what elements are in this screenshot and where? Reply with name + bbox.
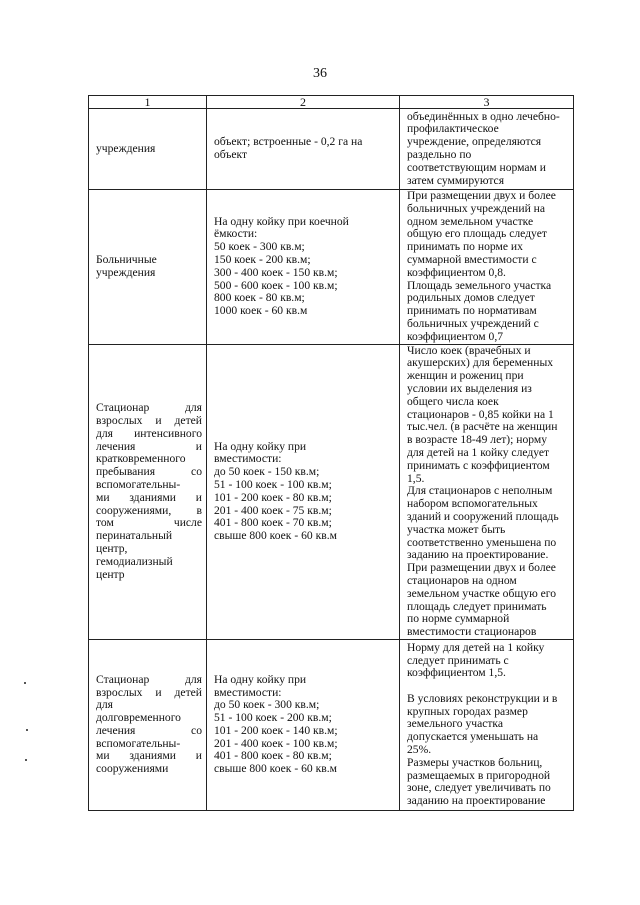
cell-line: центр,: [96, 541, 128, 555]
cell-line: долговременного: [96, 711, 181, 725]
cell-line: общего числа коек: [407, 394, 499, 408]
cell-line: вместимости стационаров: [407, 625, 537, 639]
cell-line: учреждения: [96, 141, 156, 155]
cell-line: для интенсивного: [96, 426, 202, 440]
col1-cell: [89, 190, 207, 345]
header-cell: 2: [207, 96, 400, 109]
col1-cell: [89, 344, 207, 639]
scan-mark: [26, 729, 28, 731]
cell-line: заданию на проектирование: [407, 794, 546, 808]
cell-line: Площадь земельного участка: [407, 278, 552, 292]
cell-line: Размеры участков больниц,: [407, 755, 543, 769]
cell-line: Больничные: [96, 252, 157, 266]
cell-line: сооружениями, в: [96, 503, 202, 517]
cell-line: Стационар для: [96, 401, 202, 415]
cell-line: 150 коек - 200 кв.м;: [214, 252, 311, 266]
cell-line: 201 - 400 коек - 100 кв.м;: [214, 736, 338, 750]
col3-cell: [400, 109, 574, 190]
cell-line: земельном участке общую его: [407, 586, 557, 600]
cell-line: В условиях реконструкции и в: [407, 691, 558, 705]
cell-line: соответствующим нормам и: [407, 160, 546, 174]
cell-line: взрослых и детей: [96, 413, 202, 427]
cell-line: до 50 коек - 300 кв.м;: [214, 698, 320, 712]
cell-line: вместимости:: [214, 685, 282, 699]
cell-line: 51 - 100 коек - 100 кв.м;: [214, 477, 332, 491]
cell-line: участка может быть: [407, 522, 506, 536]
cell-line: объект; встроенные - 0,2 га на: [214, 135, 363, 149]
page-number: 36: [313, 66, 327, 81]
cell-line: допускается уменьшать на: [407, 730, 539, 744]
cell-line: 101 - 200 коек - 80 кв.м;: [214, 490, 332, 504]
header-cell: 3: [400, 96, 574, 109]
col2-cell: [207, 109, 400, 190]
table-row: [89, 639, 574, 810]
cell-line: 51 - 100 коек - 200 кв.м;: [214, 711, 332, 725]
cell-line: 500 - 600 коек - 100 кв.м;: [214, 278, 338, 292]
cell-line: 300 - 400 коек - 150 кв.м;: [214, 265, 338, 279]
cell-line: размещаемых в пригородной: [407, 768, 551, 782]
cell-line: ми зданиями и: [96, 490, 202, 504]
cell-line: стационаров - 0,85 койки на 1: [407, 407, 554, 421]
cell-line: [407, 680, 569, 693]
cell-line: При размещении двух и более: [407, 561, 556, 575]
cell-line: затем суммируются: [407, 173, 505, 187]
cell-line: набором вспомогательных: [407, 497, 538, 511]
cell-line: вместимости:: [214, 452, 282, 466]
cell-line: коэффициентом 0,7: [407, 329, 504, 343]
cell-line: принимать по норме их: [407, 240, 523, 254]
cell-line: больничных учреждений на: [407, 201, 546, 215]
cell-line: следует принимать с: [407, 653, 509, 667]
col1-cell: [89, 109, 207, 190]
col3-cell: [400, 190, 574, 345]
cell-line: лечения и: [96, 439, 202, 453]
col2-cell: [207, 344, 400, 639]
cell-line: до 50 коек - 150 кв.м;: [214, 465, 320, 479]
col2-cell: [207, 190, 400, 345]
table-row: [89, 344, 574, 639]
cell-line: коэффициентом 1,5.: [407, 666, 506, 680]
cell-line: 201 - 400 коек - 75 кв.м;: [214, 503, 332, 517]
cell-line: заданию на проектирование.: [407, 548, 549, 562]
cell-line: принимать по нормативам: [407, 304, 537, 318]
col1-cell: [89, 639, 207, 810]
cell-line: суммарной вместимости с: [407, 252, 537, 266]
cell-line: свыше 800 коек - 60 кв.м: [214, 762, 337, 776]
col3-cell: [400, 639, 574, 810]
cell-line: Для стационаров с неполным: [407, 484, 553, 498]
cell-line: учреждение, определяются: [407, 135, 542, 149]
cell-line: свыше 800 коек - 60 кв.м: [214, 529, 337, 543]
cell-line: На одну койку при коечной: [214, 214, 349, 228]
cell-line: учреждения: [96, 265, 156, 279]
cell-line: взрослых и детей: [96, 685, 202, 699]
table-row: [89, 109, 574, 190]
cell-line: объект: [214, 148, 248, 161]
cell-line: 401 - 800 коек - 70 кв.м;: [214, 516, 332, 530]
cell-line: Число коек (врачебных и: [407, 343, 531, 357]
cell-line: Стационар для: [96, 672, 202, 686]
cell-line: земельного участка: [407, 717, 504, 731]
cell-line: При размещении двух и более: [407, 189, 556, 202]
cell-line: 50 коек - 300 кв.м;: [214, 240, 305, 254]
cell-line: крупных городах размер: [407, 704, 528, 718]
cell-line: площадь следует принимать: [407, 599, 547, 613]
table-row: [89, 190, 574, 345]
cell-line: общую его площадь следует: [407, 227, 547, 241]
cell-line: 1000 коек - 60 кв.м: [214, 304, 308, 318]
cell-line: 25%.: [407, 743, 432, 757]
header-cell: 1: [89, 96, 207, 109]
cell-line: 401 - 800 коек - 80 кв.м;: [214, 749, 332, 763]
cell-line: гемодиализный: [96, 554, 173, 568]
cell-line: На одну койку при: [214, 439, 307, 453]
cell-line: для: [96, 698, 114, 712]
cell-line: центр: [96, 567, 125, 581]
cell-line: женщин и рожениц при: [407, 369, 524, 383]
cell-line: по норме суммарной: [407, 612, 510, 626]
col2-cell: [207, 639, 400, 810]
cell-line: зданий и сооружений площадь: [407, 509, 559, 523]
cell-line: ёмкости:: [214, 227, 258, 241]
cell-line: в возрасте 18-49 лет); норму: [407, 433, 548, 447]
scan-mark: [25, 759, 27, 761]
cell-line: условии их выделения из: [407, 381, 532, 395]
cell-line: вспомогательны-: [96, 477, 181, 491]
col3-cell: [400, 344, 574, 639]
cell-line: объединённых в одно лечебно-: [407, 109, 560, 123]
norms-table: [88, 95, 574, 811]
cell-line: акушерских) для беременных: [407, 356, 554, 370]
cell-line: принимать с коэффициентом: [407, 458, 550, 472]
cell-line: вспомогательны-: [96, 736, 181, 750]
cell-line: зоне, следует увеличивать по: [407, 781, 551, 795]
cell-line: кратковременного: [96, 452, 186, 466]
cell-line: сооружениями: [96, 762, 169, 776]
cell-line: лечения со: [96, 723, 202, 737]
cell-line: ми зданиями и: [96, 749, 202, 763]
cell-line: перинатальный: [96, 529, 173, 543]
cell-line: соответственно уменьшена по: [407, 535, 557, 549]
table-header-row: [89, 96, 574, 109]
cell-line: стационаров на одном: [407, 573, 517, 587]
cell-line: раздельно по: [407, 148, 472, 161]
cell-line: На одну койку при: [214, 672, 307, 686]
cell-line: 1,5.: [407, 471, 425, 485]
cell-line: тыс.чел. (в расчёте на женщин: [407, 420, 558, 434]
cell-line: том числе: [96, 516, 202, 530]
cell-line: 800 коек - 80 кв.м;: [214, 291, 305, 305]
cell-line: 101 - 200 коек - 140 кв.м;: [214, 723, 338, 737]
scan-mark: [24, 682, 26, 684]
cell-line: родильных домов следует: [407, 291, 535, 305]
cell-line: больничных учреждений с: [407, 316, 539, 330]
cell-line: для детей на 1 койку следует: [407, 445, 550, 459]
cell-line: Норму для детей на 1 койку: [407, 640, 545, 654]
cell-line: профилактическое: [407, 122, 499, 136]
cell-line: одном земельном участке: [407, 214, 534, 228]
cell-line: пребывания со: [96, 465, 202, 479]
cell-line: коэффициентом 0,8.: [407, 265, 506, 279]
